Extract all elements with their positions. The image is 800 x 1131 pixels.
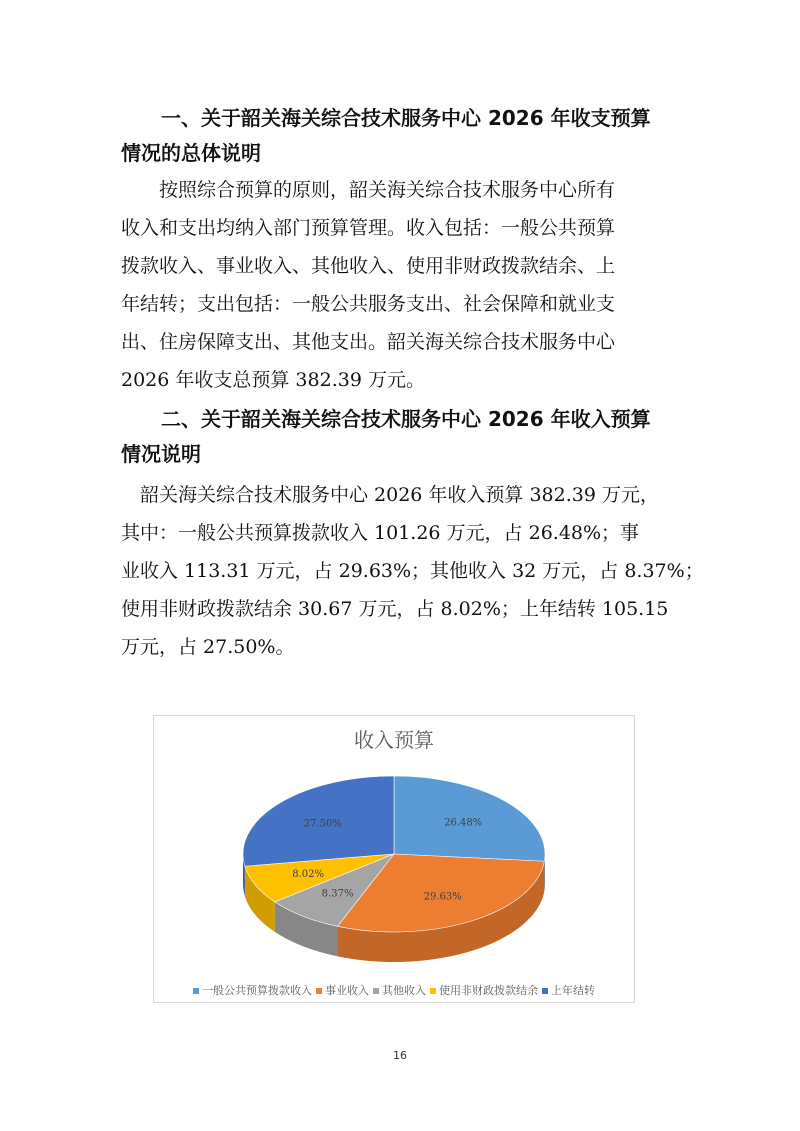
legend-item: [373, 982, 426, 998]
section2-line: 其中：一般公共预算拨款收入 101.26 万元，占 26.48%；事: [121, 522, 640, 544]
section1-heading: [121, 101, 681, 171]
legend-swatch: [430, 988, 436, 994]
legend-swatch: [193, 988, 199, 994]
section1-heading-line2: 情况的总体说明: [121, 141, 261, 165]
legend-swatch: [542, 988, 548, 994]
pie-data-label: 26.48%: [444, 817, 483, 829]
pie-chart: [154, 716, 634, 1002]
section2-heading-line1: 二、关于韶关海关综合技术服务中心 2026 年收入预算: [161, 407, 651, 431]
section1-line: 年结转；支出包括：一般公共服务支出、社会保障和就业支: [121, 293, 616, 315]
section1-line: 按照综合预算的原则，韶关海关综合技术服务中心所有: [121, 179, 616, 201]
chart-legend: [154, 982, 634, 998]
section1-line: 出、住房保障支出、其他支出。韶关海关综合技术服务中心: [121, 331, 616, 353]
legend-swatch: [373, 988, 379, 994]
page-number: 16: [393, 1049, 407, 1062]
section1-line: 收入和支出均纳入部门预算管理。收入包括：一般公共预算: [121, 217, 616, 239]
section2-line: 业收入 113.31 万元，占 29.63%；其他收入 32 万元，占 8.37%；: [121, 560, 704, 582]
legend-label: 上年结转: [551, 984, 595, 997]
pie-data-label: 8.02%: [292, 869, 324, 881]
legend-swatch: [316, 988, 322, 994]
income-budget-chart: [153, 715, 635, 1003]
legend-item: [193, 982, 312, 998]
legend-item: [316, 982, 369, 998]
legend-label: 其他收入: [382, 984, 426, 997]
pie-data-label: 27.50%: [303, 818, 342, 830]
section2-line: 韶关海关综合技术服务中心 2026 年收入预算 382.39 万元，: [121, 484, 659, 506]
section2-heading: [121, 402, 681, 472]
legend-label: 一般公共预算拨款收入: [202, 984, 312, 997]
section2-heading-line2: 情况说明: [121, 442, 201, 466]
pie-data-label: 8.37%: [321, 888, 354, 900]
section1-line: 2026 年收支总预算 382.39 万元。: [121, 369, 425, 391]
legend-item: [542, 982, 595, 998]
pie-tops: [243, 776, 545, 932]
section1-heading-line1: 一、关于韶关海关综合技术服务中心 2026 年收支预算: [161, 106, 651, 130]
section1-paragraph: [121, 171, 681, 399]
legend-label: 使用非财政拨款结余: [439, 984, 538, 997]
legend-label: 事业收入: [325, 984, 369, 997]
section2-line: 使用非财政拨款结余 30.67 万元，占 8.02%；上年结转 105.15: [121, 598, 669, 620]
chart-title: 收入预算: [354, 728, 434, 752]
section2-line: 万元，占 27.50%。: [121, 636, 295, 658]
section2-paragraph: [121, 476, 704, 666]
legend-item: [430, 982, 538, 998]
pie-data-label: 29.63%: [423, 891, 462, 903]
section1-line: 拨款收入、事业收入、其他收入、使用非财政拨款结余、上: [121, 255, 616, 277]
